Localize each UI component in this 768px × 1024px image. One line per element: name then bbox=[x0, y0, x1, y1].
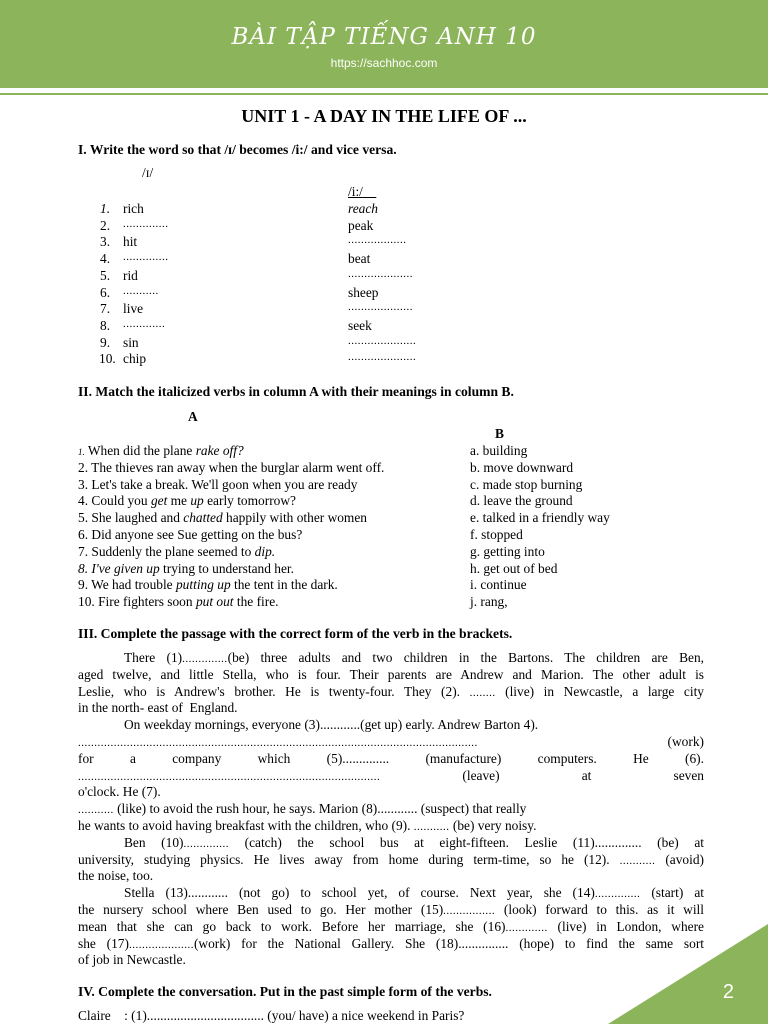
column-b-item: f. stopped bbox=[470, 527, 523, 542]
column-a-text: happily with other women bbox=[222, 510, 367, 526]
passage-text: university, studying physics. He lives away from home during term-time, so he (12). bbox=[78, 851, 620, 867]
page-header bbox=[0, 0, 768, 88]
column-a-item bbox=[78, 443, 244, 459]
item-word-i: rid bbox=[123, 267, 138, 283]
italic-verb: get bbox=[150, 493, 168, 509]
passage-text: he wants to avoid having breakfast with the children, who (9). bbox=[78, 818, 414, 833]
column-a-text: Could you bbox=[91, 493, 151, 509]
item-word-ii: ..................... bbox=[348, 334, 417, 347]
column-a-number: 9. bbox=[78, 577, 89, 593]
column-a-text: The thieves ran away when the burglar alarm went off. bbox=[91, 459, 385, 475]
passage-text: Stella (13)............ (not go) to school yet, of course. Next year, she (14) bbox=[124, 885, 595, 901]
blank-dots: ........... bbox=[619, 854, 656, 867]
item-number: 2. bbox=[100, 217, 111, 233]
passage-line bbox=[124, 835, 704, 851]
passage-line bbox=[78, 684, 704, 700]
blank-dots: ................ bbox=[443, 905, 496, 917]
column-b-item: e. talked in a friendly way bbox=[470, 510, 610, 526]
section1-heading: I. Write the word so that /ɪ/ becomes /i:/ and vice versa. bbox=[78, 142, 397, 157]
passage-text: (live) in London, where bbox=[547, 918, 704, 934]
italic-verb: I've given up bbox=[91, 560, 160, 576]
column-a-item bbox=[78, 477, 357, 493]
header-url[interactable]: https://sachhoc.com bbox=[330, 56, 438, 70]
italic-verb: put out bbox=[195, 594, 234, 610]
passage-text: (be) very noisy. bbox=[449, 818, 537, 833]
unit-title: UNIT 1 - A DAY IN THE LIFE OF ... bbox=[241, 106, 527, 126]
item-number: 7. bbox=[100, 301, 111, 317]
passage-text: Leslie, who is Andrew's brother. He is twenty-four. They (2). bbox=[78, 683, 470, 699]
passage-text: o'clock. He (7). bbox=[78, 784, 161, 800]
item-word-i: sin bbox=[123, 334, 139, 350]
passage-line bbox=[78, 734, 704, 750]
column-a-item bbox=[78, 527, 302, 543]
column-a-text: the tent in the dark. bbox=[230, 577, 338, 593]
column-a-item bbox=[78, 493, 296, 509]
blank-dots: .............. bbox=[182, 653, 228, 665]
column-a-number: 7. bbox=[78, 543, 89, 559]
conversation-text: : (1)................................... (you/ have) a nice weekend in Paris? bbox=[120, 1008, 465, 1023]
passage-line bbox=[78, 902, 704, 918]
header-divider bbox=[0, 93, 768, 95]
passage-line bbox=[78, 952, 704, 968]
column-a-number: 2. bbox=[78, 459, 89, 475]
column-a-text: trying to understand her. bbox=[159, 560, 294, 576]
column-a-text: early tomorrow? bbox=[203, 493, 296, 509]
blank-dots: ........................................................................................................................... bbox=[78, 737, 478, 749]
section2-heading: II. Match the italicized verbs in column A with their meanings in column B. bbox=[78, 384, 514, 399]
item-word-i: ........... bbox=[123, 284, 159, 297]
passage-text: of job in Newcastle. bbox=[78, 952, 186, 968]
passage-text: mean that she can go back to work. Before her marriage, she (16) bbox=[78, 918, 506, 934]
blank-dots: ........ bbox=[469, 686, 496, 699]
column-a-text: Fire fighters soon bbox=[98, 594, 196, 610]
column-b-item: j. rang, bbox=[470, 594, 508, 610]
column-a-item bbox=[78, 460, 384, 476]
italic-verb: rake off? bbox=[195, 443, 244, 458]
italic-verb: putting up bbox=[175, 577, 231, 593]
column-a-item bbox=[78, 510, 367, 526]
passage-text: (work) for the National Gallery. She (18)............... (hope) to find the same sort bbox=[193, 935, 704, 951]
blank-dots: .............. bbox=[594, 888, 641, 901]
item-word-ii: ..................... bbox=[348, 351, 417, 364]
passage-line bbox=[78, 801, 618, 817]
item-number: 6. bbox=[100, 284, 111, 300]
column-a-number: 4. bbox=[78, 493, 89, 509]
column-b-item: d. leave the ground bbox=[470, 493, 573, 509]
column-a-number: 6. bbox=[78, 527, 89, 542]
passage-text: On weekday mornings, everyone (3)............(get up) early. Andrew Barton 4). bbox=[124, 717, 539, 733]
item-word-ii: sheep bbox=[348, 284, 379, 300]
item-word-ii: .................... bbox=[348, 267, 413, 280]
column-a-number: 10. bbox=[78, 594, 95, 610]
blank-dots: ............. bbox=[505, 921, 548, 934]
passage-line bbox=[78, 667, 704, 683]
column-b-label: B bbox=[495, 426, 504, 441]
column-a-text: When did the plane bbox=[87, 443, 196, 458]
column-a-text: the fire. bbox=[233, 594, 279, 610]
column-a-text: Suddenly the plane seemed to bbox=[91, 543, 255, 559]
item-word-i: rich bbox=[123, 201, 144, 216]
passage-text: (be) three adults and two children in the Bartons. The children are Ben, bbox=[227, 650, 704, 665]
passage-text: (start) at bbox=[640, 885, 704, 901]
passage-text: (catch) the school bus at eight-fifteen. Leslie (11).............. (be) at bbox=[229, 834, 704, 850]
blank-dots: ........... bbox=[78, 804, 114, 817]
column-a-number: 3. bbox=[78, 476, 89, 492]
passage-line bbox=[78, 818, 638, 834]
column-a-number: 8. bbox=[78, 560, 89, 576]
passage-text: she (17) bbox=[78, 935, 129, 951]
italic-verb: up bbox=[190, 493, 204, 509]
blank-dots: ............................................................................................. bbox=[78, 770, 381, 783]
passage-line bbox=[124, 650, 704, 666]
item-word-ii: peak bbox=[348, 217, 374, 233]
column-a-item bbox=[78, 561, 294, 577]
speaker-name: Claire bbox=[78, 1008, 111, 1023]
passage-text: for a company which (5).............. (manufacture) computers. He (6). bbox=[78, 750, 704, 766]
passage-text: aged twelve, and little Stella, who is four. Their parents are Andrew and Marion. The other adult is bbox=[78, 666, 704, 682]
passage-line bbox=[78, 919, 704, 935]
column-a-text: me bbox=[167, 493, 191, 509]
passage-line bbox=[78, 700, 704, 716]
item-word-i: ............. bbox=[123, 317, 166, 330]
column-a-label: A bbox=[188, 409, 198, 424]
conversation-line bbox=[78, 1008, 464, 1024]
item-number: 5. bbox=[100, 267, 111, 283]
item-number: 3. bbox=[100, 234, 111, 250]
item-number: 1. bbox=[100, 201, 111, 216]
passage-text: (work) bbox=[477, 734, 704, 749]
passage-text: (avoid) bbox=[655, 851, 704, 867]
column-a-text: She laughed and bbox=[91, 510, 184, 526]
passage-line bbox=[78, 768, 704, 784]
blank-dots: .............. bbox=[183, 837, 229, 850]
section3-heading: III. Complete the passage with the correct form of the verb in the brackets. bbox=[78, 626, 513, 641]
passage-line bbox=[124, 717, 704, 733]
item-number: 8. bbox=[100, 317, 111, 333]
column-b-item: a. building bbox=[470, 443, 528, 458]
column-a-text: Did anyone see Sue getting on the bus? bbox=[91, 527, 303, 542]
passage-text: the nursery school where Ben used to go. Her mother (15) bbox=[78, 902, 444, 917]
passage-line bbox=[78, 936, 704, 952]
passage-line bbox=[124, 885, 704, 901]
passage-text: (live) in Newcastle, a large city bbox=[495, 683, 704, 699]
column-b-item: g. getting into bbox=[470, 543, 545, 559]
passage-line bbox=[78, 751, 704, 767]
column-a-number: 5. bbox=[78, 510, 89, 526]
column-b-item: i. continue bbox=[470, 577, 527, 593]
passage-text: (look) forward to this. as it will bbox=[495, 902, 704, 917]
item-word-ii: reach bbox=[348, 201, 378, 216]
col-i-label: /ɪ/ bbox=[142, 165, 154, 180]
passage-text: (like) to avoid the rush hour, he says. Marion (8)............ (suspect) that really bbox=[113, 801, 527, 817]
item-word-ii: .................. bbox=[348, 234, 407, 247]
passage-text: (leave) at seven bbox=[380, 767, 704, 783]
column-a-number: 1. bbox=[78, 447, 85, 457]
item-number: 9. bbox=[100, 334, 111, 350]
item-word-ii: seek bbox=[348, 317, 372, 333]
item-word-ii: .................... bbox=[348, 301, 413, 314]
passage-text: in the north- east of England. bbox=[78, 700, 238, 716]
column-b-item: c. made stop burning bbox=[470, 476, 583, 492]
header-title: BÀI TẬP TIẾNG ANH 10 bbox=[231, 24, 537, 50]
page-number: 2 bbox=[722, 981, 734, 1003]
item-number: 10. bbox=[99, 351, 116, 367]
column-a-item bbox=[78, 544, 275, 560]
column-a-item bbox=[78, 594, 279, 610]
column-a-item bbox=[78, 577, 338, 593]
column-b-item: h. get out of bed bbox=[470, 560, 558, 576]
passage-line bbox=[78, 868, 704, 884]
section4-heading: IV. Complete the conversation. Put in the past simple form of the verbs. bbox=[78, 984, 492, 999]
item-word-i: .............. bbox=[123, 217, 169, 230]
column-a-text: We had trouble bbox=[91, 577, 176, 593]
passage-line bbox=[78, 784, 704, 800]
item-word-ii: beat bbox=[348, 251, 371, 267]
col-ii-label: /i:/ bbox=[348, 184, 363, 199]
passage-text: Ben (10) bbox=[124, 834, 184, 850]
blank-dots: .................... bbox=[128, 938, 194, 951]
item-word-i: chip bbox=[123, 351, 147, 367]
passage-line bbox=[78, 852, 704, 868]
passage-text: the noise, too. bbox=[78, 868, 154, 884]
column-b-item: b. move downward bbox=[470, 459, 574, 475]
item-word-i: .............. bbox=[123, 251, 169, 264]
column-a-text: Let's take a break. We'll goon when you are ready bbox=[91, 476, 358, 492]
item-number: 4. bbox=[100, 251, 111, 267]
passage-text: There (1) bbox=[124, 650, 183, 665]
italic-verb: chatted bbox=[183, 510, 223, 526]
italic-verb: dip. bbox=[254, 543, 276, 559]
item-word-i: live bbox=[123, 301, 144, 317]
blank-dots: ........... bbox=[413, 821, 450, 833]
item-word-i: hit bbox=[123, 234, 138, 250]
